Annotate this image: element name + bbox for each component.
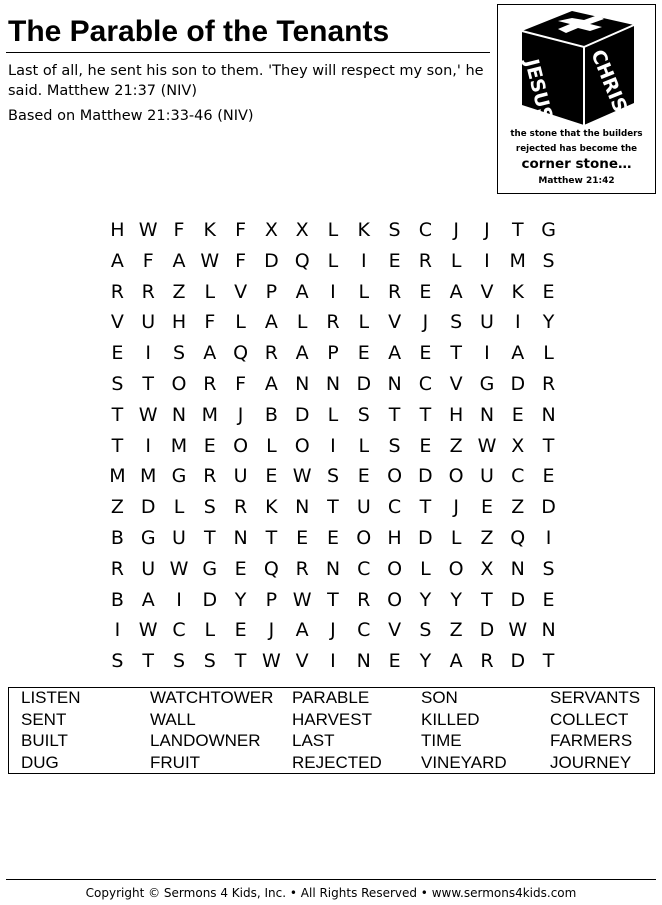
grid-letter[interactable]: S [542,557,555,580]
grid-letter[interactable]: V [295,650,309,673]
grid-letter[interactable]: R [357,588,371,611]
word-bank-item: LANDOWNER [150,731,261,750]
grid-letter[interactable]: W [169,557,189,580]
grid-letter[interactable]: X [264,219,278,241]
grid-letter[interactable]: J [237,403,244,426]
grid-letter[interactable]: T [419,403,432,426]
grid-letter[interactable]: A [449,650,463,673]
grid-letter[interactable]: J [422,311,429,334]
grid-row [102,215,564,246]
grid-letter[interactable]: K [203,219,217,241]
grid-letter[interactable]: I [330,650,336,673]
grid-letter[interactable]: D [541,496,556,519]
word-bank-item: DUG [21,752,59,772]
grid-letter[interactable]: W [138,619,158,642]
grid-letter[interactable]: I [484,342,490,365]
grid-letter[interactable]: L [235,311,246,334]
grid-letter[interactable]: U [141,557,156,580]
grid-letter[interactable]: C [357,619,371,642]
grid-letter[interactable]: N [295,372,310,395]
grid-row [102,431,564,462]
grid-letter[interactable]: N [325,557,341,580]
grid-letter[interactable]: E [265,465,278,488]
grid-letter[interactable]: R [203,465,217,488]
grid-letter[interactable]: V [234,280,248,303]
grid-letter[interactable]: C [418,219,432,241]
word-bank-item: JOURNEY [550,752,632,772]
grid-letter[interactable]: W [200,249,220,272]
word-bank-item: TIME [421,731,462,750]
grid-letter[interactable]: H [387,526,402,549]
grid-letter[interactable]: D [510,372,526,395]
grid-letter[interactable]: L [543,342,554,365]
grid-letter[interactable]: W [138,403,158,426]
footer-divider [6,879,656,880]
badge-reference: Matthew 21:42 [538,176,615,186]
grid-letter[interactable]: P [265,588,278,611]
grid-letter[interactable]: T [142,372,154,395]
word-bank [8,687,655,774]
grid-letter[interactable]: O [294,434,310,457]
grid-letter[interactable]: Y [234,588,247,611]
grid-letter[interactable]: R [295,557,309,580]
grid-letter[interactable]: L [327,219,339,241]
grid-letter[interactable]: O [387,588,403,611]
grid-letter[interactable]: Z [172,280,186,303]
grid-letter[interactable]: W [292,465,312,488]
grid-letter[interactable]: I [330,280,336,303]
grid-letter[interactable]: T [234,650,247,673]
grid-letter[interactable]: R [480,650,494,673]
grid-letter[interactable]: N [510,557,525,580]
grid-letter[interactable]: D [356,372,372,395]
grid-row [102,523,564,554]
grid-letter[interactable]: E [542,280,555,303]
grid-letter[interactable]: E [542,465,555,488]
grid-letter[interactable]: N [356,650,371,673]
grid-letter[interactable]: V [449,372,463,395]
grid-letter[interactable]: T [111,403,124,426]
grid-letter[interactable]: Y [419,588,432,611]
grid-letter[interactable]: T [265,526,278,549]
grid-letter[interactable]: Z [110,496,124,519]
grid-letter[interactable]: G [171,465,187,488]
grid-letter[interactable]: S [111,372,124,395]
grid-letter[interactable]: Z [449,434,463,457]
page-title: The Parable of the Tenants [8,15,390,48]
grid-letter[interactable]: D [418,465,433,488]
word-bank-item: LAST [292,731,335,750]
grid-row [102,646,564,677]
grid-letter[interactable]: A [264,311,278,334]
cube-text-jesus: JESUS [520,56,557,124]
jesus-christ-cube-logo [514,9,640,127]
grid-letter[interactable]: H [110,219,125,241]
grid-letter[interactable]: L [358,280,370,303]
grid-letter[interactable]: T [327,496,339,519]
grid-letter[interactable]: U [480,465,494,488]
grid-letter[interactable]: L [420,557,431,580]
word-bank-item: SERVANTS [550,688,641,707]
word-bank-item: WALL [150,709,196,729]
word-bank-item: SENT [21,709,67,729]
grid-letter[interactable]: S [111,650,124,673]
grid-letter[interactable]: L [204,280,216,303]
grid-letter[interactable]: E [296,526,309,549]
grid-letter[interactable]: T [542,650,555,673]
grid-letter[interactable]: S [203,650,216,673]
grid-letter[interactable]: L [327,403,339,426]
grid-letter[interactable]: J [330,619,336,642]
grid-letter[interactable]: O [171,372,187,395]
grid-letter[interactable]: R [541,372,556,395]
grid-letter[interactable]: C [511,465,525,488]
grid-letter[interactable]: T [111,434,124,457]
grid-letter[interactable]: E [511,403,524,426]
grid-letter[interactable]: T [450,342,462,365]
grid-row [102,615,564,646]
word-bank-item: COLLECT [550,709,629,729]
grid-letter[interactable]: S [172,650,186,673]
grid-letter[interactable]: S [172,342,186,365]
grid-letter[interactable]: T [511,219,524,241]
word-bank-item: HARVEST [292,709,372,729]
grid-letter[interactable]: B [110,526,124,549]
grid-letter[interactable]: A [295,280,309,303]
grid-letter[interactable]: N [541,619,556,642]
grid-letter[interactable]: G [479,372,495,395]
grid-letter[interactable]: C [387,496,402,519]
grid-letter[interactable]: D [510,650,526,673]
grid-letter[interactable]: S [388,219,401,241]
grid-letter[interactable]: N [325,372,341,395]
grid-letter[interactable]: D [510,588,526,611]
grid-letter[interactable]: T [327,588,339,611]
grid-letter[interactable]: E [419,280,432,303]
grid-letter[interactable]: I [176,588,182,611]
grid-letter[interactable]: L [296,311,308,334]
grid-letter[interactable]: U [480,311,494,334]
grid-letter[interactable]: N [387,372,402,395]
cube-text-christ: CHRIST [586,46,637,127]
grid-letter[interactable]: H [449,403,464,426]
grid-letter[interactable]: I [330,434,336,457]
grid-letter[interactable]: W [261,650,281,673]
grid-letter[interactable]: C [357,557,371,580]
grid-letter[interactable]: N [171,403,187,426]
grid-letter[interactable]: P [327,342,339,365]
grid-letter[interactable]: S [388,434,401,457]
word-bank-item: SON [421,688,458,707]
grid-letter[interactable]: R [110,557,124,580]
grid-letter[interactable]: W [138,219,158,241]
grid-letter[interactable]: V [110,311,124,334]
grid-letter[interactable]: F [235,372,247,395]
grid-letter[interactable]: A [141,588,155,611]
grid-letter[interactable]: R [110,280,124,303]
grid-letter[interactable]: B [264,403,278,426]
grid-letter[interactable]: H [171,311,187,334]
grid-letter[interactable]: J [484,219,490,241]
grid-letter[interactable]: Q [233,342,249,365]
grid-letter[interactable]: U [356,496,371,519]
grid-letter[interactable]: E [326,526,339,549]
grid-letter[interactable]: E [357,342,370,365]
word-bank-item: KILLED [421,709,480,729]
grid-letter[interactable]: R [203,372,217,395]
grid-row [102,461,564,492]
grid-letter[interactable]: R [233,496,248,519]
grid-letter[interactable]: Z [449,619,463,642]
grid-letter[interactable]: Z [480,526,494,549]
grid-letter[interactable]: L [327,249,339,272]
grid-letter[interactable]: A [449,280,463,303]
word-bank-item: WATCHTOWER [150,688,274,707]
grid-letter[interactable]: G [202,557,218,580]
grid-letter[interactable]: E [111,342,124,365]
grid-letter[interactable]: E [357,465,370,488]
grid-letter[interactable]: X [480,557,494,580]
grid-row [102,277,564,308]
grid-letter[interactable]: E [480,496,493,519]
grid-letter[interactable]: T [203,526,216,549]
grid-letter[interactable]: E [203,434,216,457]
word-bank-item: FRUIT [150,752,201,772]
grid-letter[interactable]: F [235,219,247,241]
grid-letter[interactable]: U [141,311,156,334]
grid-letter[interactable]: F [173,219,185,241]
grid-letter[interactable]: Y [419,650,432,673]
grid-letter[interactable]: L [173,496,185,519]
grid-letter[interactable]: A [110,249,124,272]
grid-letter[interactable]: K [265,496,278,519]
grid-row [102,492,564,523]
grid-letter[interactable]: N [233,526,248,549]
grid-letter[interactable]: R [387,280,402,303]
grid-row [102,369,564,400]
grid-letter[interactable]: T [388,403,401,426]
grid-letter[interactable]: F [204,311,216,334]
word-bank-item: PARABLE [292,688,370,707]
grid-letter[interactable]: N [295,496,310,519]
scripture-reference: Based on Matthew 21:33-46 (NIV) [8,108,254,124]
grid-letter[interactable]: M [139,465,157,488]
grid-row [102,400,564,431]
grid-letter[interactable]: Y [542,311,555,334]
grid-letter[interactable]: F [235,249,247,272]
grid-letter[interactable]: S [419,619,432,642]
grid-letter[interactable]: O [387,557,403,580]
word-bank-item: REJECTED [292,752,382,772]
corner-stone-badge [497,4,656,194]
grid-letter[interactable]: E [234,619,247,642]
grid-letter[interactable]: C [172,619,186,642]
grid-letter[interactable]: M [109,465,126,488]
grid-letter[interactable]: D [140,496,156,519]
grid-letter[interactable]: J [453,496,459,519]
copyright-footer: Copyright © Sermons 4 Kids, Inc. • All Rights Reserved • www.sermons4kids.com [85,886,577,900]
grid-letter[interactable]: E [388,249,401,272]
grid-letter[interactable]: O [356,526,372,549]
grid-letter[interactable]: E [234,557,247,580]
grid-letter[interactable]: C [418,372,432,395]
grid-letter[interactable]: W [292,588,312,611]
grid-letter[interactable]: E [419,342,432,365]
grid-letter[interactable]: V [388,311,402,334]
grid-letter[interactable]: Z [511,496,525,519]
grid-letter[interactable]: L [358,311,370,334]
grid-letter[interactable]: D [264,249,279,272]
grid-letter[interactable]: B [110,588,124,611]
grid-row [102,307,564,338]
title-divider [6,52,490,53]
grid-letter[interactable]: E [388,650,401,673]
grid-letter[interactable]: X [295,219,309,241]
grid-letter[interactable]: A [388,342,402,365]
grid-letter[interactable]: L [450,249,462,272]
grid-letter[interactable]: D [479,619,495,642]
grid-letter[interactable]: J [268,619,275,642]
grid-letter[interactable]: L [266,434,277,457]
grid-letter[interactable]: I [484,249,490,272]
grid-letter[interactable]: R [141,280,155,303]
grid-letter[interactable]: S [203,496,216,519]
grid-letter[interactable]: M [201,403,218,426]
grid-letter[interactable]: T [542,434,555,457]
grid-letter[interactable]: I [360,249,367,272]
grid-letter[interactable]: A [264,372,278,395]
word-bank-item: VINEYARD [421,752,507,772]
word-search-grid [102,215,564,677]
grid-letter[interactable]: R [326,311,340,334]
grid-letter[interactable]: T [142,650,154,673]
grid-row [102,246,564,277]
grid-letter[interactable]: F [142,249,154,272]
grid-letter[interactable]: D [418,526,433,549]
grid-letter[interactable]: O [387,465,403,488]
grid-letter[interactable]: R [264,342,278,365]
grid-letter[interactable]: A [511,342,525,365]
grid-letter[interactable]: K [357,219,370,241]
grid-letter[interactable]: K [511,280,524,303]
grid-letter[interactable]: A [203,342,217,365]
grid-letter[interactable]: S [450,311,463,334]
grid-letter[interactable]: G [140,526,156,549]
grid-letter[interactable]: A [172,249,186,272]
grid-row [102,585,564,616]
grid-letter[interactable]: N [541,403,556,426]
grid-letter[interactable]: Q [263,557,279,580]
grid-letter[interactable]: E [542,588,555,611]
grid-letter[interactable]: O [448,557,464,580]
grid-letter[interactable]: I [145,434,151,457]
grid-letter[interactable]: L [204,619,216,642]
word-bank-item: BUILT [21,731,68,750]
grid-letter[interactable]: Q [294,249,310,272]
grid-letter[interactable]: M [509,249,526,272]
grid-letter[interactable]: D [294,403,310,426]
grid-letter[interactable]: V [480,280,494,303]
grid-letter[interactable]: A [295,619,309,642]
grid-letter[interactable]: M [170,434,188,457]
grid-letter[interactable]: X [511,434,525,457]
grid-letter[interactable]: G [541,219,556,241]
memory-verse: Last of all, he sent his son to them. 'They will respect my son,' he said. Matthew 21:37 (NIV) [8,63,484,99]
grid-letter[interactable]: I [114,619,121,642]
grid-letter[interactable]: I [514,311,521,334]
grid-letter[interactable]: S [326,465,339,488]
grid-letter[interactable]: J [453,219,459,241]
grid-row [102,338,564,369]
grid-letter[interactable]: N [479,403,495,426]
grid-letter[interactable]: U [172,526,186,549]
grid-letter[interactable]: S [357,403,370,426]
grid-row [102,554,564,585]
grid-letter[interactable]: A [295,342,309,365]
grid-letter[interactable]: Y [450,588,462,611]
badge-corner-stone: corner stone… [521,156,632,172]
grid-letter[interactable]: O [448,465,464,488]
grid-letter[interactable]: T [419,496,432,519]
grid-letter[interactable]: W [477,434,497,457]
grid-letter[interactable]: Q [510,526,526,549]
grid-letter[interactable]: I [545,526,552,549]
badge-caption: the stone that the builders rejected has become the [510,129,643,154]
grid-letter[interactable]: W [508,619,528,642]
word-bank-item: LISTEN [21,688,81,707]
grid-letter[interactable]: R [418,249,432,272]
grid-letter[interactable]: E [419,434,432,457]
grid-letter[interactable]: L [450,526,462,549]
grid-letter[interactable]: S [542,249,555,272]
grid-letter[interactable]: V [388,619,402,642]
grid-letter[interactable]: L [358,434,370,457]
grid-letter[interactable]: O [233,434,249,457]
grid-letter[interactable]: P [265,280,278,303]
grid-letter[interactable]: D [202,588,218,611]
grid-letter[interactable]: T [481,588,493,611]
word-bank-item: FARMERS [550,731,633,750]
grid-letter[interactable]: U [233,465,248,488]
grid-letter[interactable]: I [145,342,151,365]
